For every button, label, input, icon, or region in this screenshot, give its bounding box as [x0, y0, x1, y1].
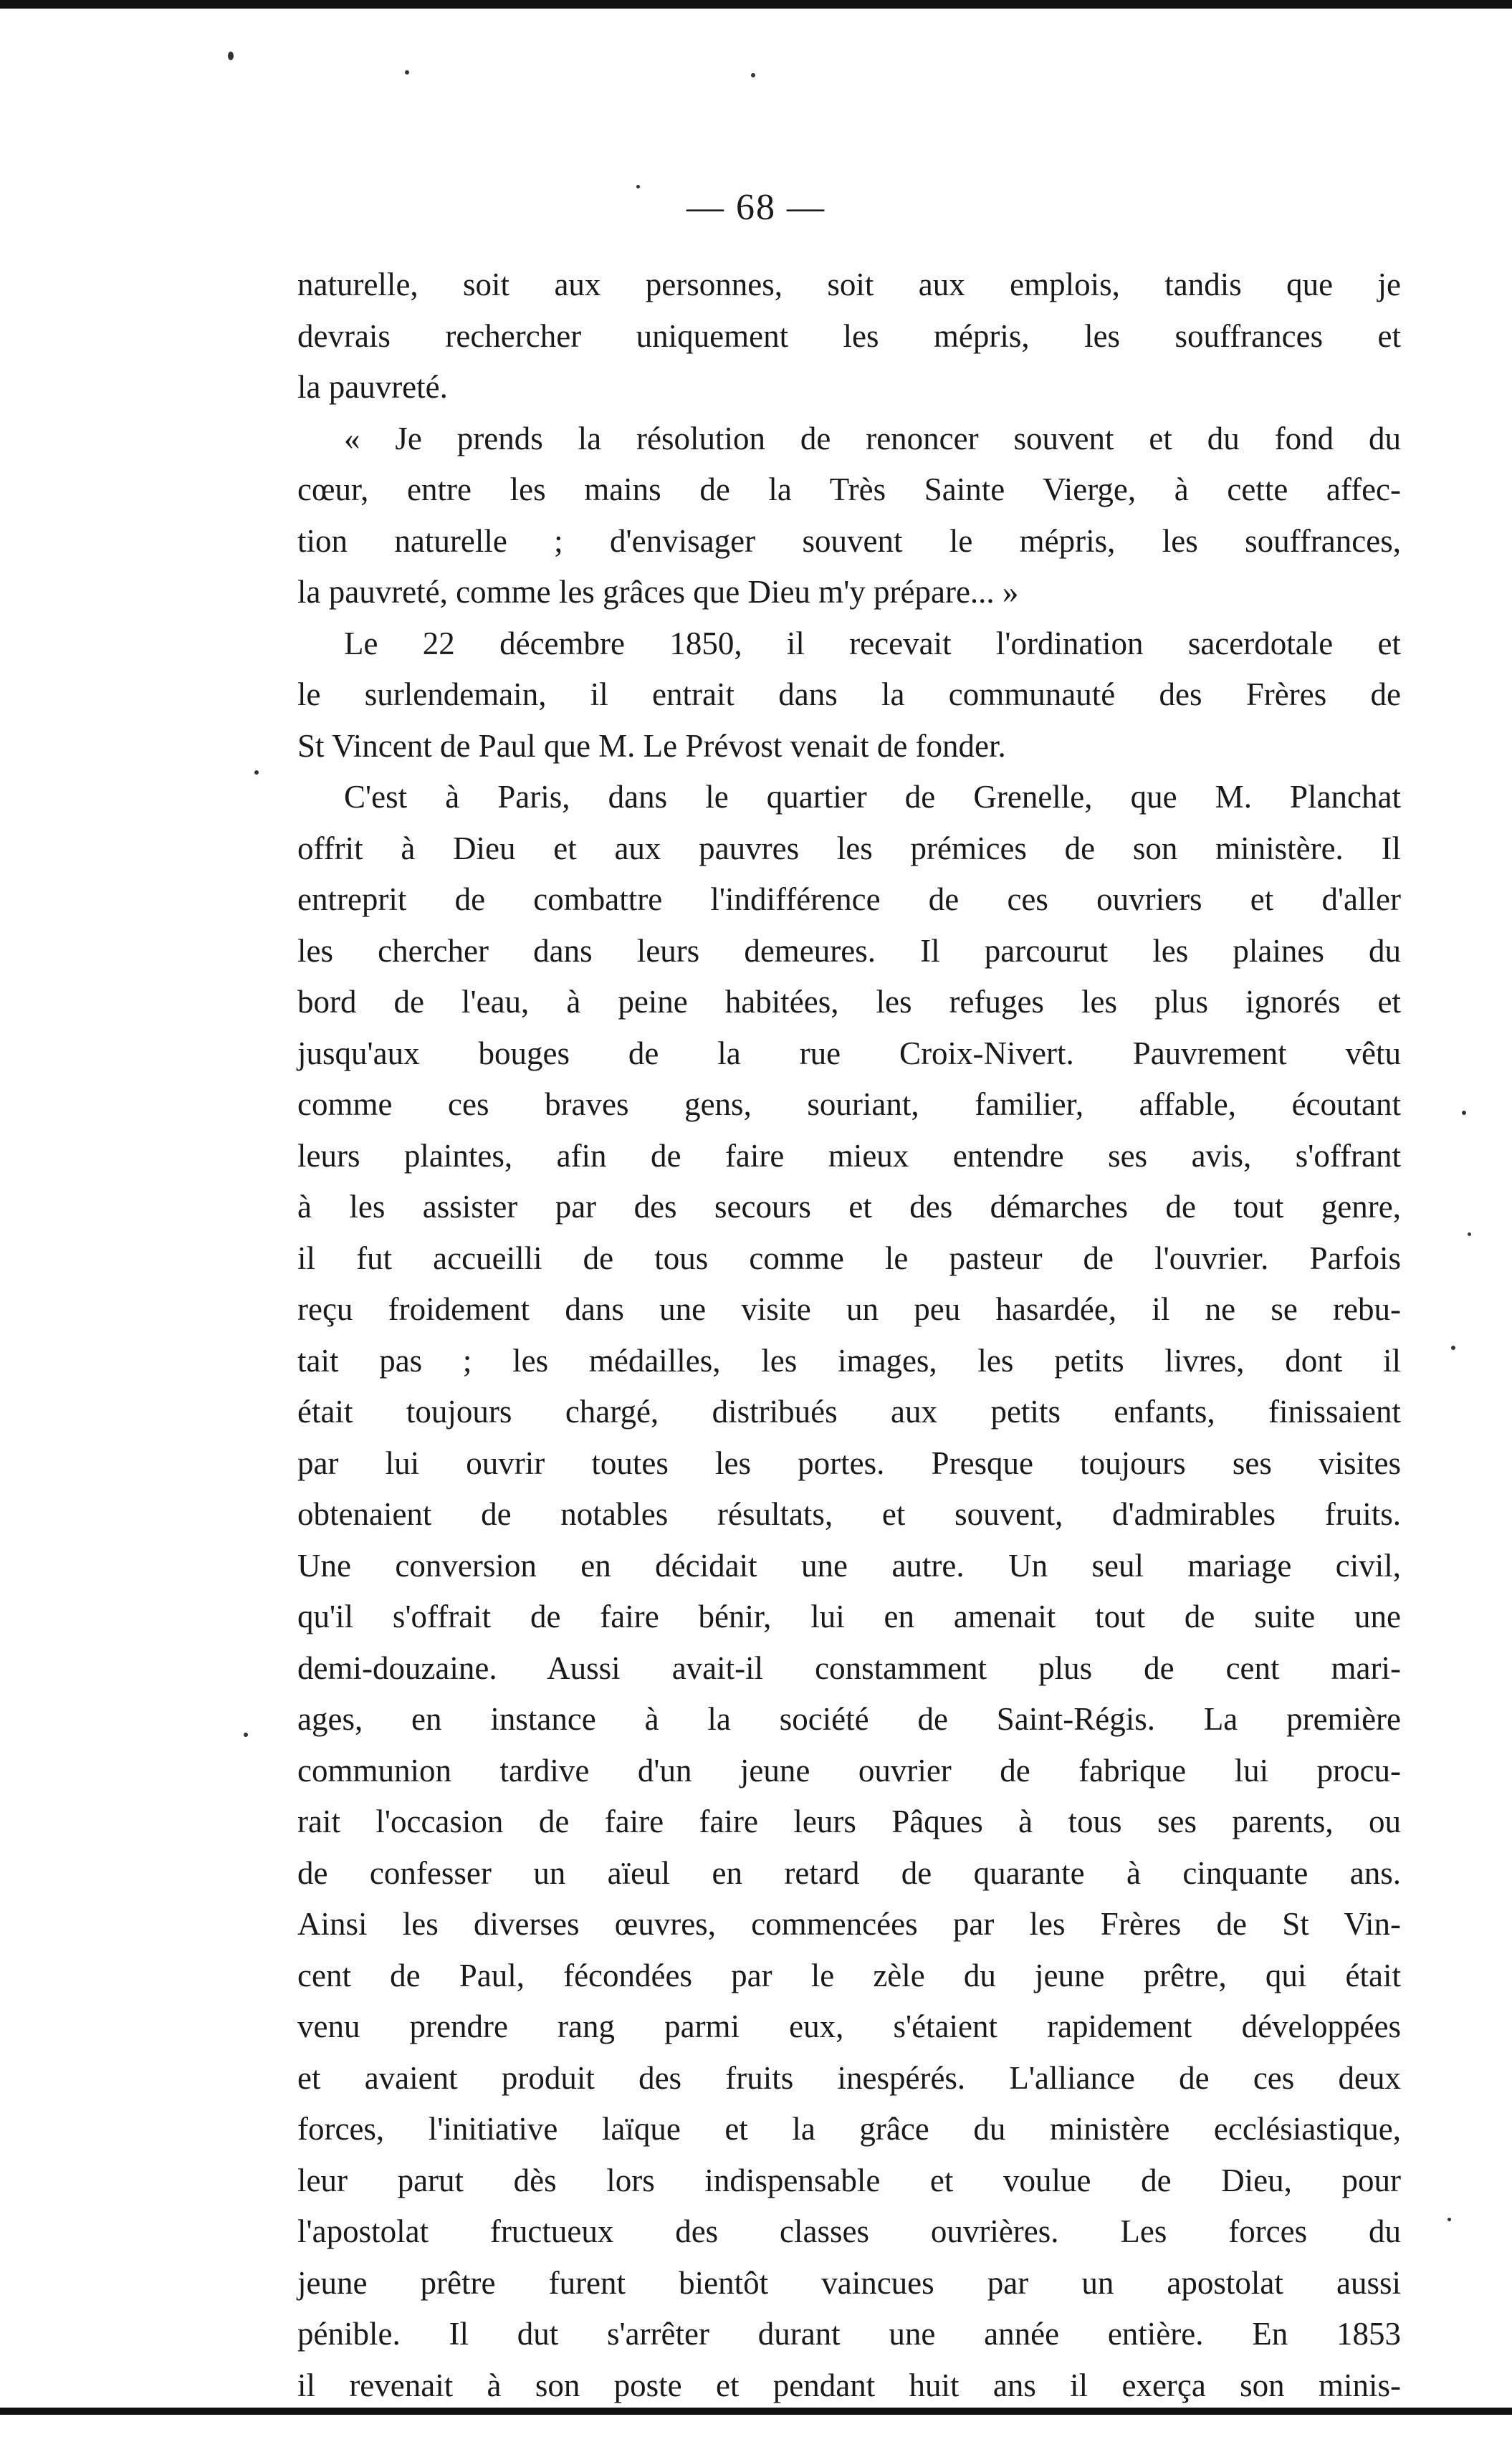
text-line: les chercher dans leurs demeures. Il parcourut les plaines du	[297, 932, 1401, 969]
text-line: naturelle, soit aux personnes, soit aux emplois, tandis que je	[297, 267, 1401, 302]
text-line: C'est à Paris, dans le quartier de Grenelle, que M. Planchat	[344, 779, 1401, 815]
text-line: par lui ouvrir toutes les portes. Presque toujours ses visites	[297, 1445, 1401, 1481]
text-line: ages, en instance à la société de Saint-Régis. La première	[297, 1701, 1401, 1737]
text-line: entreprit de combattre l'indifférence de ces ouvriers et d'aller	[297, 881, 1401, 917]
text-line: Ainsi les diverses œuvres, commencées par les Frères de St Vin-	[297, 1906, 1401, 1942]
text-line: « Je prends la résolution de renoncer souvent et du fond du	[344, 420, 1401, 456]
text-line: était toujours chargé, distribués aux petits enfants, finissaient	[297, 1394, 1401, 1430]
scan-bottom-border	[0, 2408, 1512, 2415]
text-line: leur parut dès lors indispensable et voulue de Dieu, pour	[297, 2162, 1401, 2198]
text-line: reçu froidement dans une visite un peu hasardée, il ne se rebu-	[297, 1291, 1401, 1327]
scan-speck	[1462, 1111, 1466, 1115]
scan-top-border	[0, 0, 1512, 9]
text-line: l'apostolat fructueux des classes ouvrières. Les forces du	[297, 2213, 1401, 2249]
text-line: tait pas ; les médailles, les images, les petits livres, dont il	[297, 1342, 1401, 1379]
text-line: tion naturelle ; d'envisager souvent le mépris, les souffrances,	[297, 522, 1401, 559]
text-line: il fut accueilli de tous comme le pasteur de l'ouvrier. Parfois	[297, 1240, 1401, 1276]
text-line: la pauvreté.	[297, 369, 448, 405]
text-line: venu prendre rang parmi eux, s'étaient rapidement développées	[297, 2008, 1401, 2044]
text-line: jeune prêtre furent bientôt vaincues par un apostolat aussi	[297, 2264, 1401, 2301]
scan-speck	[751, 73, 755, 77]
text-line: cent de Paul, fécondées par le zèle du jeune prêtre, qui était	[297, 1957, 1401, 1993]
text-line: comme ces braves gens, souriant, familier, affable, écoutant	[297, 1086, 1401, 1122]
text-line: il revenait à son poste et pendant huit ans il exerça son minis-	[297, 2367, 1401, 2403]
text-line: la pauvreté, comme les grâces que Dieu m'y prépare... »	[297, 574, 1019, 610]
text-line: St Vincent de Paul que M. Le Prévost venait de fonder.	[297, 727, 1006, 764]
text-line: pénible. Il dut s'arrêter durant une année entière. En 1853	[297, 2316, 1401, 2352]
text-line: bord de l'eau, à peine habitées, les refuges les plus ignorés et	[297, 984, 1401, 1020]
scan-speck	[1448, 2218, 1451, 2221]
text-line: à les assister par des secours et des démarches de tout genre,	[297, 1189, 1401, 1225]
scan-speck	[1468, 1232, 1471, 1236]
scan-speck	[1451, 1346, 1455, 1350]
body-text	[297, 259, 1401, 2411]
text-line: rait l'occasion de faire faire leurs Pâques à tous ses parents, ou	[297, 1804, 1401, 1839]
scan-speck	[254, 770, 259, 775]
page-number: — 68 —	[686, 187, 826, 228]
scan-speck	[244, 1733, 248, 1737]
text-line: Le 22 décembre 1850, il recevait l'ordination sacerdotale et	[344, 625, 1401, 661]
text-line: Une conversion en décidait une autre. Un seul mariage civil,	[297, 1547, 1401, 1584]
text-line: de confesser un aïeul en retard de quarante à cinquante ans.	[297, 1854, 1401, 1891]
text-line: obtenaient de notables résultats, et souvent, d'admirables fruits.	[297, 1496, 1401, 1532]
text-line: le surlendemain, il entrait dans la communauté des Frères de	[297, 676, 1401, 712]
text-line: cœur, entre les mains de la Très Sainte Vierge, à cette affec-	[297, 471, 1401, 507]
scan-speck	[405, 70, 409, 75]
text-line: devrais rechercher uniquement les mépris, les souffrances et	[297, 317, 1401, 354]
text-line: offrit à Dieu et aux pauvres les prémices de son ministère. Il	[297, 830, 1401, 866]
text-line: demi-douzaine. Aussi avait-il constamment plus de cent mari-	[297, 1649, 1401, 1686]
text-line: et avaient produit des fruits inespérés. L'alliance de ces deux	[297, 2059, 1401, 2096]
text-line: communion tardive d'un jeune ouvrier de fabrique lui procu-	[297, 1752, 1401, 1788]
text-line: forces, l'initiative laïque et la grâce du ministère ecclésiastique,	[297, 2111, 1401, 2147]
text-line: qu'il s'offrait de faire bénir, lui en amenait tout de suite une	[297, 1599, 1401, 1634]
text-line: jusqu'aux bouges de la rue Croix-Nivert. Pauvrement vêtu	[297, 1035, 1401, 1071]
text-line: leurs plaintes, afin de faire mieux entendre ses avis, s'offrant	[297, 1137, 1401, 1174]
scan-speck	[228, 52, 234, 60]
